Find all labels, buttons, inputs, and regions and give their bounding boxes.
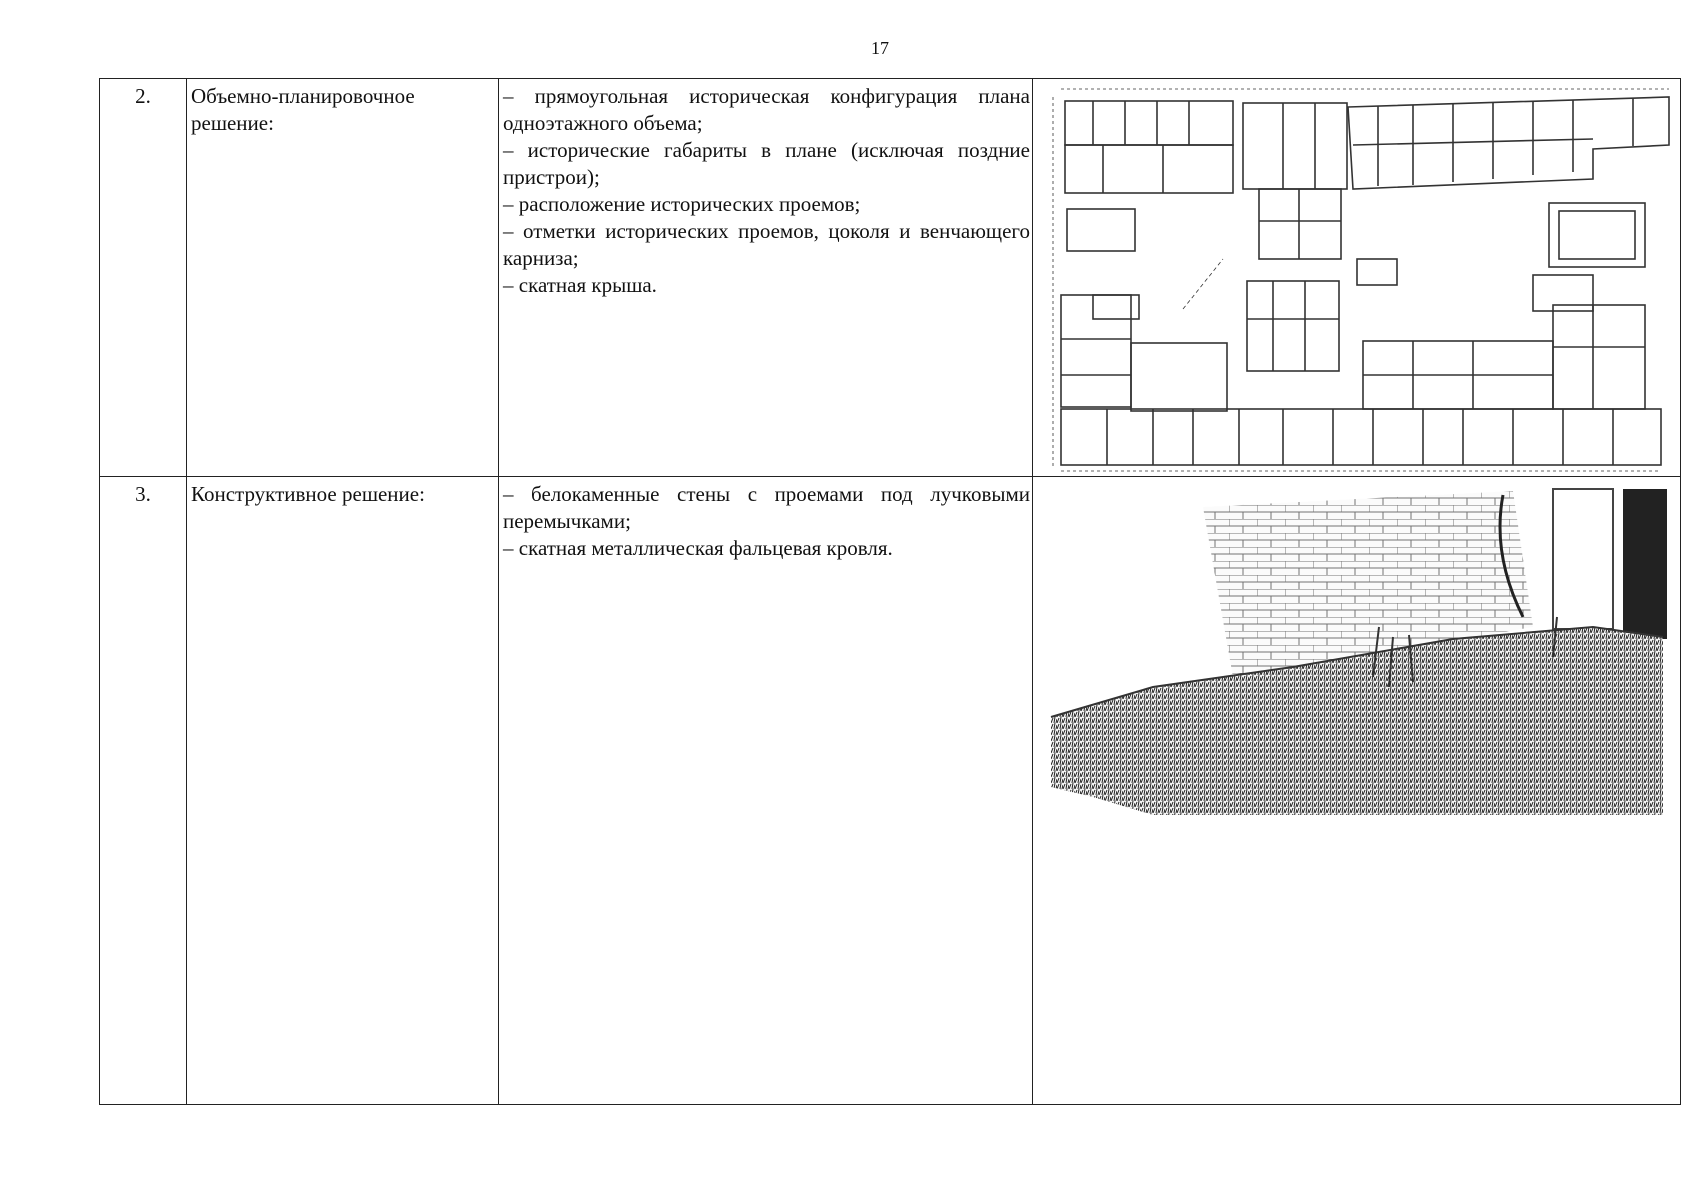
row-description-cell xyxy=(499,477,1033,1105)
masonry-wall-photo xyxy=(1033,477,1679,827)
photo-cell xyxy=(1033,477,1681,1105)
table-row xyxy=(100,79,1681,477)
description-item: – белокаменные стены с проемами под лучковыми перемычками; xyxy=(503,482,1030,533)
row-number: 3. xyxy=(135,482,151,506)
floor-plan-cell xyxy=(1033,79,1681,477)
description-item: – прямоугольная историческая конфигурация плана одноэтажного объема; xyxy=(503,84,1030,135)
row-number-cell xyxy=(100,477,187,1105)
floor-plan-drawing xyxy=(1033,79,1679,475)
page-number: 17 xyxy=(871,38,889,58)
description-item: – исторические габариты в плане (исключая поздние пристрои); xyxy=(503,138,1030,189)
row-description-cell xyxy=(499,79,1033,477)
table-row xyxy=(100,477,1681,1105)
heritage-table xyxy=(99,78,1681,1105)
row-name-cell xyxy=(187,79,499,477)
row-number: 2. xyxy=(135,84,151,108)
description-item: – скатная крыша. xyxy=(503,273,657,297)
row-name: Объемно-планировочное решение: xyxy=(191,84,415,135)
description-item: – скатная металлическая фальцевая кровля. xyxy=(503,536,893,560)
row-name-cell xyxy=(187,477,499,1105)
row-name: Конструктивное решение: xyxy=(191,482,425,506)
description-item: – расположение исторических проемов; xyxy=(503,192,861,216)
description-item: – отметки исторических проемов, цоколя и венчающего карниза; xyxy=(503,219,1030,270)
row-number-cell xyxy=(100,79,187,477)
